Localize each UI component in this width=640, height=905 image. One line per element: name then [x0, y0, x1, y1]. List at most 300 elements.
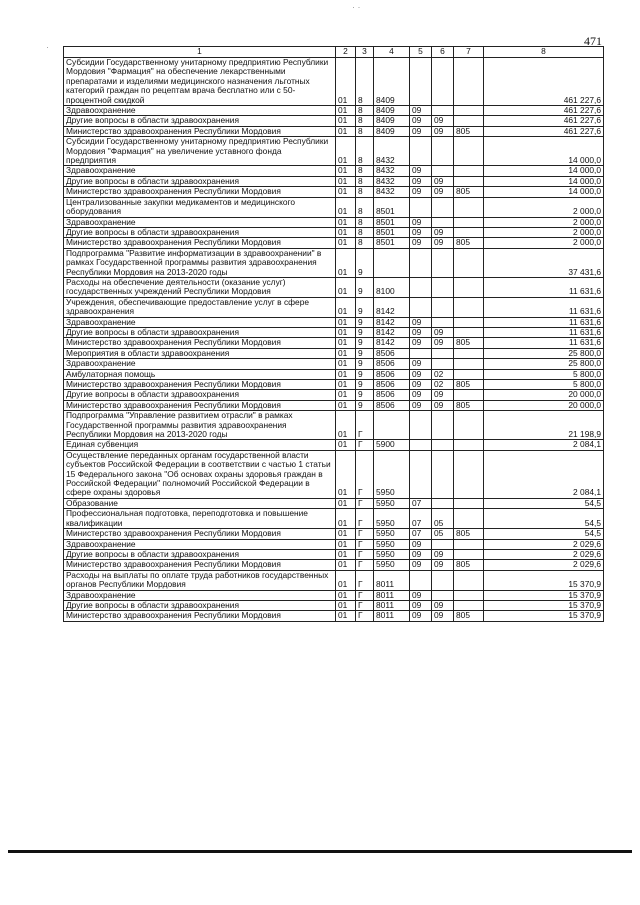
cell-code-7: 805 [454, 560, 484, 570]
cell-code-5: 09 [410, 217, 432, 227]
cell-code-3: 8 [356, 106, 374, 116]
cell-code-4: 8432 [374, 187, 410, 197]
table-row [64, 137, 604, 166]
cell-code-3: Г [356, 440, 374, 450]
cell-code-5 [410, 248, 432, 277]
cell-code-4: 8409 [374, 116, 410, 126]
table-row [64, 600, 604, 610]
cell-code-2: 01 [336, 600, 356, 610]
column-header: 6 [432, 47, 454, 58]
cell-code-4: 8501 [374, 238, 410, 248]
cell-code-7 [454, 327, 484, 337]
cell-code-4: 8432 [374, 176, 410, 186]
row-description: Здравоохранение [64, 106, 336, 116]
cell-code-3: 9 [356, 317, 374, 327]
cell-code-7 [454, 166, 484, 176]
cell-code-6 [432, 411, 454, 440]
row-description: Другие вопросы в области здравоохранения [64, 116, 336, 126]
cell-code-7 [454, 539, 484, 549]
row-amount: 11 631,6 [484, 317, 604, 327]
row-amount: 20 000,0 [484, 390, 604, 400]
table-row [64, 187, 604, 197]
cell-code-3: Г [356, 611, 374, 621]
cell-code-4: 5950 [374, 539, 410, 549]
cell-code-5: 09 [410, 317, 432, 327]
cell-code-6: 09 [432, 338, 454, 348]
cell-code-2: 01 [336, 400, 356, 410]
cell-code-5: 09 [410, 560, 432, 570]
cell-code-6: 09 [432, 327, 454, 337]
table-row [64, 217, 604, 227]
cell-code-3: 8 [356, 227, 374, 237]
row-amount: 11 631,6 [484, 277, 604, 297]
cell-code-4: 5900 [374, 440, 410, 450]
cell-code-6 [432, 166, 454, 176]
row-amount: 2 029,6 [484, 549, 604, 559]
page-number: 471 [584, 34, 602, 48]
cell-code-5 [410, 297, 432, 317]
cell-code-7: 805 [454, 126, 484, 136]
cell-code-7 [454, 369, 484, 379]
table-row [64, 327, 604, 337]
cell-code-3: Г [356, 560, 374, 570]
cell-code-6 [432, 217, 454, 227]
table-row [64, 450, 604, 498]
cell-code-3: 8 [356, 58, 374, 106]
row-description: Министерство здравоохранения Республики Мордовия [64, 187, 336, 197]
row-amount: 461 227,6 [484, 116, 604, 126]
row-amount: 2 084,1 [484, 450, 604, 498]
cell-code-4: 8011 [374, 600, 410, 610]
cell-code-7 [454, 317, 484, 327]
cell-code-6 [432, 277, 454, 297]
cell-code-6: 09 [432, 600, 454, 610]
row-description: Другие вопросы в области здравоохранения [64, 390, 336, 400]
cell-code-3: 9 [356, 297, 374, 317]
cell-code-2: 01 [336, 590, 356, 600]
cell-code-4: 8142 [374, 338, 410, 348]
cell-code-2: 01 [336, 498, 356, 508]
row-amount: 54,5 [484, 509, 604, 529]
cell-code-7 [454, 498, 484, 508]
cell-code-7 [454, 248, 484, 277]
cell-code-7 [454, 217, 484, 227]
cell-code-7 [454, 590, 484, 600]
table-row [64, 197, 604, 217]
row-amount: 25 800,0 [484, 348, 604, 358]
cell-code-5: 07 [410, 498, 432, 508]
table-row [64, 359, 604, 369]
cell-code-2: 01 [336, 570, 356, 590]
cell-code-4: 8100 [374, 277, 410, 297]
cell-code-3: 9 [356, 359, 374, 369]
cell-code-4: 5950 [374, 529, 410, 539]
table-row [64, 611, 604, 621]
row-description: Здравоохранение [64, 590, 336, 600]
cell-code-2: 01 [336, 369, 356, 379]
cell-code-3: 9 [356, 338, 374, 348]
cell-code-7: 805 [454, 400, 484, 410]
cell-code-5 [410, 197, 432, 217]
cell-code-5: 09 [410, 549, 432, 559]
cell-code-4: 8506 [374, 380, 410, 390]
cell-code-3: 9 [356, 277, 374, 297]
cell-code-5 [410, 570, 432, 590]
row-description: Расходы на выплаты по оплате труда работников государственных органов Республики Мордовия [64, 570, 336, 590]
cell-code-5: 07 [410, 529, 432, 539]
cell-code-6 [432, 440, 454, 450]
column-header: 7 [454, 47, 484, 58]
cell-code-4: 8409 [374, 106, 410, 116]
cell-code-5: 09 [410, 238, 432, 248]
cell-code-7 [454, 348, 484, 358]
row-description: Министерство здравоохранения Республики Мордовия [64, 238, 336, 248]
row-description: Субсидии Государственному унитарному предприятию Республики Мордовия "Фармация" на увеличение уставного фонда предприятия [64, 137, 336, 166]
cell-code-6: 02 [432, 369, 454, 379]
row-amount: 2 000,0 [484, 217, 604, 227]
cell-code-5 [410, 277, 432, 297]
row-amount: 461 227,6 [484, 106, 604, 116]
row-amount: 20 000,0 [484, 400, 604, 410]
cell-code-4: 5950 [374, 560, 410, 570]
cell-code-6: 09 [432, 116, 454, 126]
cell-code-2: 01 [336, 248, 356, 277]
cell-code-6 [432, 498, 454, 508]
row-description: Другие вопросы в области здравоохранения [64, 327, 336, 337]
row-description: Министерство здравоохранения Республики Мордовия [64, 560, 336, 570]
cell-code-4: 8432 [374, 137, 410, 166]
cell-code-6: 09 [432, 227, 454, 237]
row-amount: 37 431,6 [484, 248, 604, 277]
row-description: Другие вопросы в области здравоохранения [64, 600, 336, 610]
table-row [64, 166, 604, 176]
row-description: Амбулаторная помощь [64, 369, 336, 379]
cell-code-2: 01 [336, 227, 356, 237]
cell-code-2: 01 [336, 137, 356, 166]
cell-code-7 [454, 277, 484, 297]
cell-code-6 [432, 137, 454, 166]
row-description: Субсидии Государственному унитарному предприятию Республики Мордовия "Фармация" на обеспечение лекарственными препаратами и изделиями медицинского назначения льготных категорий граждан по рецептам врача бесплатно или с 50-процентной скидкой [64, 58, 336, 106]
cell-code-4: 8506 [374, 369, 410, 379]
row-description: Здравоохранение [64, 166, 336, 176]
table-row [64, 116, 604, 126]
table-row [64, 380, 604, 390]
cell-code-7 [454, 197, 484, 217]
row-description: Учреждения, обеспечивающие предоставление услуг в сфере здравоохранения [64, 297, 336, 317]
cell-code-3: Г [356, 509, 374, 529]
cell-code-7: 805 [454, 338, 484, 348]
row-amount: 21 198,9 [484, 411, 604, 440]
cell-code-5: 09 [410, 369, 432, 379]
row-amount: 461 227,6 [484, 58, 604, 106]
row-description: Здравоохранение [64, 317, 336, 327]
row-description: Здравоохранение [64, 359, 336, 369]
row-amount: 54,5 [484, 498, 604, 508]
table-row [64, 348, 604, 358]
cell-code-5: 09 [410, 359, 432, 369]
cell-code-6: 02 [432, 380, 454, 390]
cell-code-6: 09 [432, 238, 454, 248]
cell-code-5 [410, 440, 432, 450]
cell-code-7: 805 [454, 187, 484, 197]
cell-code-3: 8 [356, 166, 374, 176]
cell-code-6 [432, 539, 454, 549]
cell-code-2: 01 [336, 560, 356, 570]
table-row [64, 549, 604, 559]
table-row [64, 411, 604, 440]
cell-code-4: 8506 [374, 359, 410, 369]
cell-code-2: 01 [336, 166, 356, 176]
cell-code-6: 05 [432, 529, 454, 539]
row-description: Образование [64, 498, 336, 508]
cell-code-4: 8011 [374, 570, 410, 590]
cell-code-3: Г [356, 411, 374, 440]
cell-code-3: 8 [356, 217, 374, 227]
cell-code-4: 8142 [374, 297, 410, 317]
cell-code-3: 9 [356, 327, 374, 337]
row-description: Министерство здравоохранения Республики Мордовия [64, 338, 336, 348]
cell-code-3: Г [356, 549, 374, 559]
cell-code-4: 8142 [374, 317, 410, 327]
column-header: 8 [484, 47, 604, 58]
cell-code-3: 8 [356, 116, 374, 126]
row-amount: 2 084,1 [484, 440, 604, 450]
row-amount: 25 800,0 [484, 359, 604, 369]
row-description: Другие вопросы в области здравоохранения [64, 549, 336, 559]
row-description: Централизованные закупки медикаментов и медицинского оборудования [64, 197, 336, 217]
cell-code-2: 01 [336, 197, 356, 217]
cell-code-5: 09 [410, 338, 432, 348]
cell-code-7 [454, 450, 484, 498]
cell-code-3: 8 [356, 197, 374, 217]
table-row [64, 590, 604, 600]
table-row [64, 106, 604, 116]
cell-code-5: 07 [410, 509, 432, 529]
cell-code-5: 09 [410, 611, 432, 621]
cell-code-7 [454, 600, 484, 610]
cell-code-2: 01 [336, 126, 356, 136]
table-row [64, 317, 604, 327]
cell-code-6: 09 [432, 549, 454, 559]
cell-code-3: 9 [356, 348, 374, 358]
cell-code-5: 09 [410, 166, 432, 176]
cell-code-5: 09 [410, 126, 432, 136]
cell-code-7 [454, 58, 484, 106]
cell-code-4: 5950 [374, 450, 410, 498]
table-row [64, 560, 604, 570]
cell-code-5: 09 [410, 227, 432, 237]
cell-code-3: Г [356, 570, 374, 590]
row-amount: 14 000,0 [484, 137, 604, 166]
table-row [64, 498, 604, 508]
cell-code-6: 05 [432, 509, 454, 529]
row-amount: 2 029,6 [484, 560, 604, 570]
row-description: Мероприятия в области здравоохранения [64, 348, 336, 358]
cell-code-5 [410, 58, 432, 106]
table-row [64, 277, 604, 297]
cell-code-5: 09 [410, 600, 432, 610]
row-amount: 15 370,9 [484, 590, 604, 600]
row-amount: 2 000,0 [484, 227, 604, 237]
row-amount: 14 000,0 [484, 176, 604, 186]
cell-code-4: 8011 [374, 590, 410, 600]
table-row [64, 390, 604, 400]
row-description: Министерство здравоохранения Республики Мордовия [64, 611, 336, 621]
cell-code-4: 8501 [374, 217, 410, 227]
table-row [64, 509, 604, 529]
cell-code-7 [454, 390, 484, 400]
table-row [64, 297, 604, 317]
row-amount: 15 370,9 [484, 600, 604, 610]
bottom-rule [8, 850, 632, 853]
cell-code-3: 8 [356, 238, 374, 248]
cell-code-7 [454, 359, 484, 369]
row-description: Министерство здравоохранения Республики Мордовия [64, 126, 336, 136]
cell-code-2: 01 [336, 317, 356, 327]
scan-artifact: · · [352, 2, 361, 12]
cell-code-2: 01 [336, 549, 356, 559]
cell-code-2: 01 [336, 348, 356, 358]
row-amount: 54,5 [484, 529, 604, 539]
cell-code-3: Г [356, 539, 374, 549]
cell-code-7: 805 [454, 529, 484, 539]
cell-code-7 [454, 227, 484, 237]
scan-artifact: · [46, 42, 49, 52]
cell-code-2: 01 [336, 450, 356, 498]
cell-code-6 [432, 248, 454, 277]
row-amount: 2 029,6 [484, 539, 604, 549]
column-header: 2 [336, 47, 356, 58]
row-description: Профессиональная подготовка, переподготовка и повышение квалификации [64, 509, 336, 529]
cell-code-6 [432, 590, 454, 600]
table-row [64, 248, 604, 277]
row-amount: 14 000,0 [484, 187, 604, 197]
cell-code-2: 01 [336, 58, 356, 106]
cell-code-5 [410, 411, 432, 440]
column-header: 4 [374, 47, 410, 58]
cell-code-6 [432, 106, 454, 116]
row-description: Подпрограмма "Развитие информатизации в здравоохранении" в рамках Государственной программы развития здравоохранения Республики Мордовия на 2013-2020 годы [64, 248, 336, 277]
cell-code-3: 8 [356, 187, 374, 197]
cell-code-7 [454, 106, 484, 116]
row-description: Другие вопросы в области здравоохранения [64, 227, 336, 237]
cell-code-6: 09 [432, 400, 454, 410]
cell-code-4: 8506 [374, 400, 410, 410]
table-row [64, 338, 604, 348]
cell-code-2: 01 [336, 539, 356, 549]
cell-code-2: 01 [336, 338, 356, 348]
cell-code-2: 01 [336, 509, 356, 529]
cell-code-2: 01 [336, 440, 356, 450]
cell-code-6 [432, 450, 454, 498]
cell-code-6 [432, 297, 454, 317]
row-description: Министерство здравоохранения Республики Мордовия [64, 529, 336, 539]
cell-code-3: 9 [356, 390, 374, 400]
cell-code-4 [374, 248, 410, 277]
cell-code-7 [454, 116, 484, 126]
row-amount: 461 227,6 [484, 126, 604, 136]
cell-code-2: 01 [336, 176, 356, 186]
row-amount: 2 000,0 [484, 197, 604, 217]
cell-code-5 [410, 348, 432, 358]
cell-code-7: 805 [454, 611, 484, 621]
cell-code-7 [454, 137, 484, 166]
cell-code-4: 8409 [374, 58, 410, 106]
row-amount: 11 631,6 [484, 297, 604, 317]
cell-code-5: 09 [410, 327, 432, 337]
cell-code-5: 09 [410, 176, 432, 186]
row-amount: 2 000,0 [484, 238, 604, 248]
cell-code-5: 09 [410, 539, 432, 549]
cell-code-6 [432, 348, 454, 358]
cell-code-3: 8 [356, 137, 374, 166]
cell-code-2: 01 [336, 529, 356, 539]
cell-code-2: 01 [336, 238, 356, 248]
cell-code-2: 01 [336, 390, 356, 400]
cell-code-7 [454, 549, 484, 559]
table-row [64, 440, 604, 450]
table-row [64, 369, 604, 379]
cell-code-7 [454, 297, 484, 317]
cell-code-5: 09 [410, 390, 432, 400]
row-amount: 5 800,0 [484, 369, 604, 379]
cell-code-3: 8 [356, 176, 374, 186]
cell-code-4: 5950 [374, 498, 410, 508]
cell-code-7 [454, 440, 484, 450]
cell-code-2: 01 [336, 611, 356, 621]
cell-code-3: 9 [356, 380, 374, 390]
cell-code-4: 8501 [374, 227, 410, 237]
budget-table [63, 46, 604, 622]
table-row [64, 400, 604, 410]
cell-code-6: 09 [432, 611, 454, 621]
table-row [64, 176, 604, 186]
table-header-row [64, 47, 604, 58]
cell-code-6: 09 [432, 560, 454, 570]
cell-code-4: 8409 [374, 126, 410, 136]
cell-code-5 [410, 450, 432, 498]
table-row [64, 529, 604, 539]
column-header: 5 [410, 47, 432, 58]
row-amount: 11 631,6 [484, 327, 604, 337]
table-row [64, 570, 604, 590]
cell-code-7 [454, 570, 484, 590]
cell-code-6: 09 [432, 126, 454, 136]
cell-code-5: 09 [410, 116, 432, 126]
cell-code-7: 805 [454, 238, 484, 248]
cell-code-4: 8506 [374, 348, 410, 358]
cell-code-4: 5950 [374, 549, 410, 559]
row-amount: 15 370,9 [484, 611, 604, 621]
row-description: Здравоохранение [64, 217, 336, 227]
cell-code-4: 8432 [374, 166, 410, 176]
cell-code-3: Г [356, 498, 374, 508]
row-description: Расходы на обеспечение деятельности (оказание услуг) государственных учреждений Республики Мордовия [64, 277, 336, 297]
cell-code-5 [410, 137, 432, 166]
row-amount: 5 800,0 [484, 380, 604, 390]
table-row [64, 238, 604, 248]
cell-code-7 [454, 411, 484, 440]
cell-code-3: 8 [356, 126, 374, 136]
cell-code-2: 01 [336, 380, 356, 390]
cell-code-5: 09 [410, 187, 432, 197]
cell-code-6 [432, 197, 454, 217]
cell-code-6: 09 [432, 390, 454, 400]
column-header: 1 [64, 47, 336, 58]
cell-code-5: 09 [410, 380, 432, 390]
cell-code-3: 9 [356, 369, 374, 379]
cell-code-6 [432, 58, 454, 106]
